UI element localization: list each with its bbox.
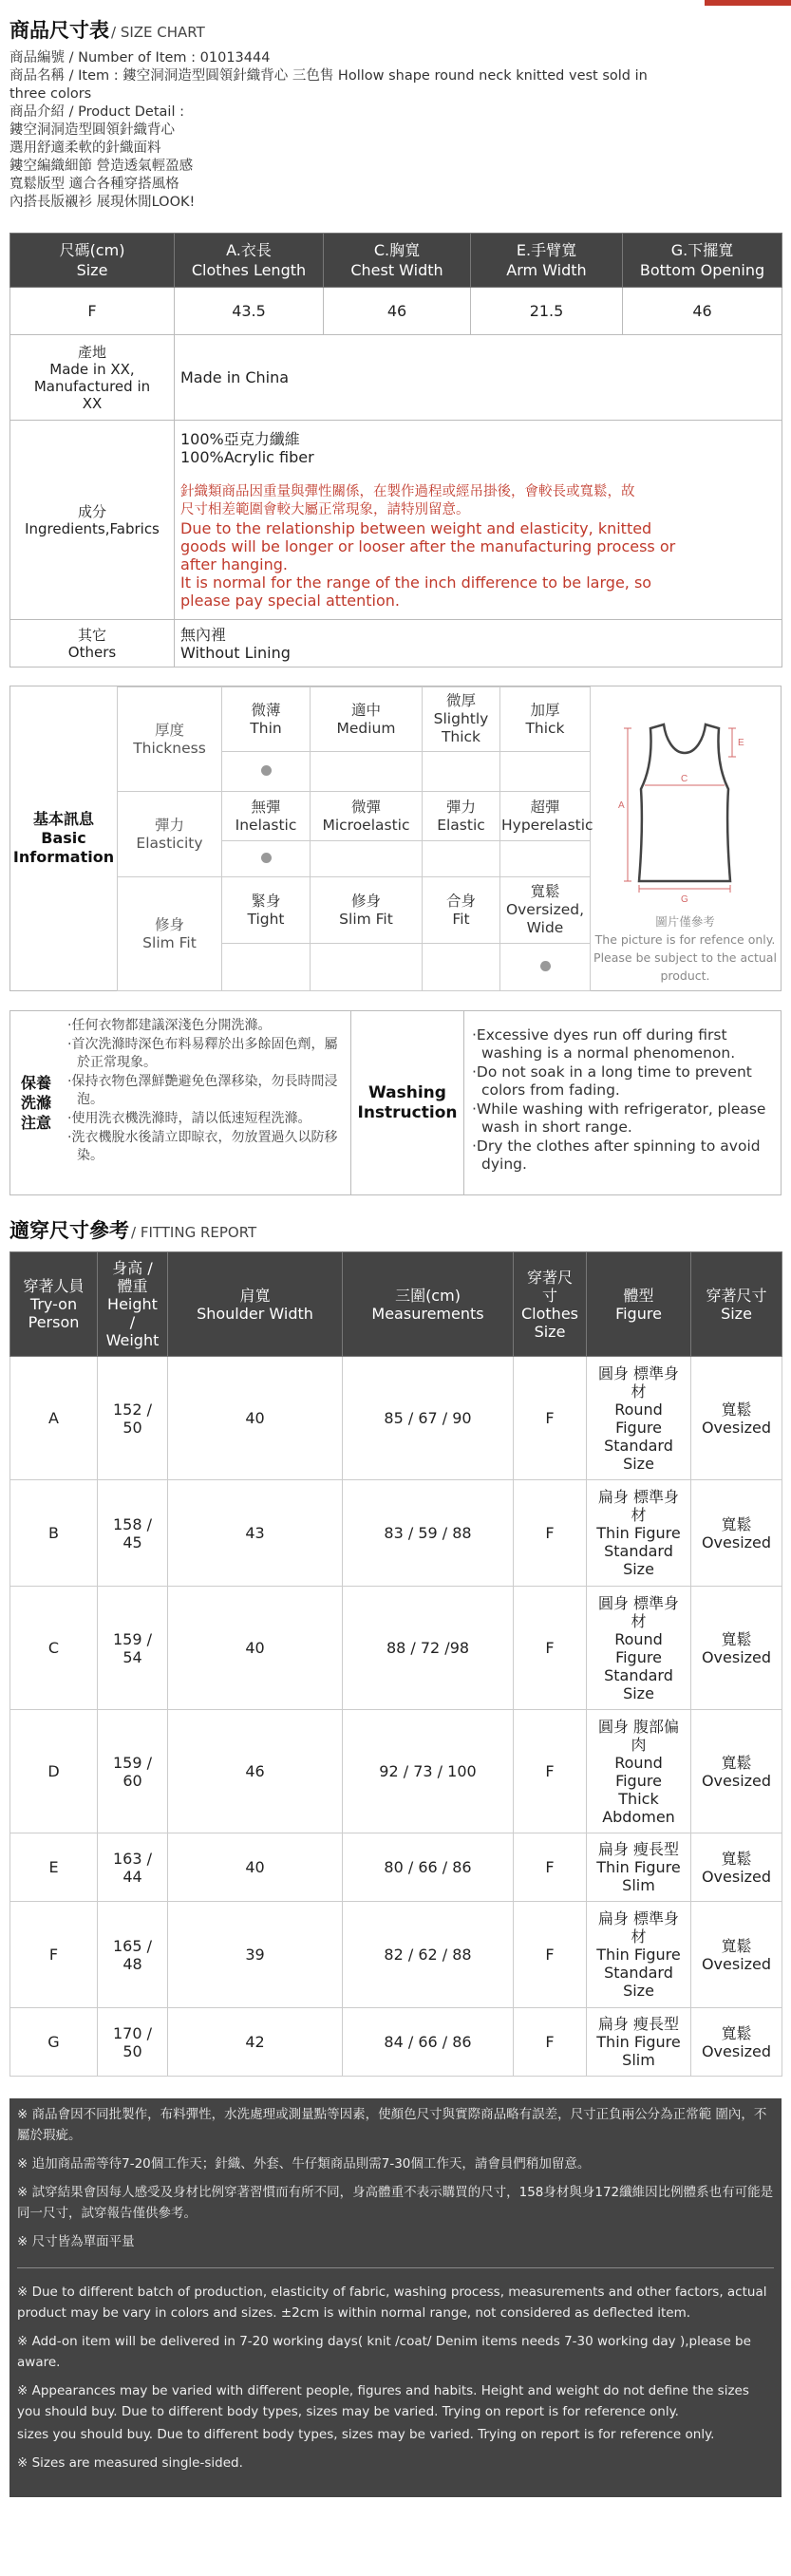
measurements-cell: 83 / 59 / 88 — [343, 1480, 514, 1587]
size-table-header-row — [10, 234, 782, 288]
fitting-row — [10, 1833, 782, 1902]
note-en: ※ Add-on item will be delivered in 7-20 working days( knit /coat/ Denim items needs 7-30 working day ),please be aware. — [17, 2334, 751, 2370]
elasticity-option-hyperelastic: 超彈 Hyperelastic — [500, 792, 591, 841]
clothes-size-cell: F — [514, 1902, 587, 2008]
note-en: ※ Due to different batch of production, elasticity of fabric, washing process, measurements and other factors, actual product may be vary in colors and sizes. ±2cm is within normal range, not considered as deflected item. — [17, 2285, 767, 2321]
fitting-body — [10, 1357, 782, 2077]
fit-size-cell: 寬鬆 Ovesized — [691, 1587, 782, 1710]
fit-options-row — [118, 877, 591, 944]
clothes-size-cell: F — [514, 1357, 587, 1480]
origin-value: Made in China — [175, 335, 782, 421]
bottom-opening-cell: 46 — [623, 288, 782, 335]
washing-item-en: ·Excessive dyes run off during first washing is a normal phenomenon. — [472, 1026, 736, 1062]
header-arm-width: E.手臂寬 Arm Width — [471, 234, 623, 288]
notes-divider — [17, 2267, 774, 2268]
figure-cell: 圓身 腹部偏 肉 Round Figure Thick Abdomen — [587, 1710, 691, 1833]
fitting-row — [10, 2008, 782, 2077]
clothes-size-cell: F — [514, 1587, 587, 1710]
thickness-indicator — [423, 752, 500, 792]
clothes-size-cell: F — [514, 1710, 587, 1833]
basic-info-table — [117, 686, 591, 991]
info-item-name: 商品名稱 / Item : 鏤空洞洞造型圓領針織背心 三色售 Hollow shape round neck knitted vest sold in — [9, 68, 648, 84]
fitting-row — [10, 1480, 782, 1587]
note-zh: ※ 試穿結果會因每人感受及身材比例穿著習慣而有所不同，身高體重不表示購買的尺寸，158身材與身172纖維因比例體系也有可能是同一尺寸，試穿報告僅供參考。 — [17, 2185, 774, 2221]
elasticity-indicator — [423, 841, 500, 877]
header-bottom-opening: G.下擺寬 Bottom Opening — [623, 234, 782, 288]
measurements-cell: 82 / 62 / 88 — [343, 1902, 514, 2008]
info-item-name-cont: three colors — [9, 86, 92, 102]
basic-info-label: 基本訊息 Basic Information — [12, 810, 115, 866]
elasticity-indicator — [500, 841, 591, 877]
info-detail-heading: 商品介紹 / Product Detail : — [9, 104, 184, 120]
thickness-indicator — [500, 752, 591, 792]
basic-info-panel — [9, 686, 782, 991]
figure-caption: 圖片僅參考 The picture is for refence only. Please be subject to the actual product. — [593, 914, 777, 983]
washing-panel — [9, 1010, 782, 1195]
selected-dot-icon — [540, 961, 551, 971]
selected-dot-icon — [261, 853, 272, 863]
header-shoulder: 肩寬 Shoulder Width — [168, 1252, 343, 1357]
clothes-length-cell: 43.5 — [175, 288, 324, 335]
washing-list-en — [468, 1026, 782, 1175]
shoulder-cell: 40 — [168, 1833, 343, 1902]
fit-indicator — [222, 944, 311, 991]
note-en: sizes you should buy. Due to different body types, sizes may be varied. Trying on report is for reference only. — [17, 2427, 715, 2442]
height-weight-cell: 159 / 60 — [98, 1710, 168, 1833]
fit-option-fit: 合身 Fit — [423, 877, 500, 944]
chest-width-cell: 46 — [324, 288, 471, 335]
letter-c: C — [681, 774, 688, 784]
disclaimer-notes — [9, 2098, 782, 2497]
fitting-title-zh: 適穿尺寸參考 — [9, 1219, 129, 1242]
clothes-size-cell: F — [514, 1480, 587, 1587]
info-detail-line: 鏤空編織細節 營造透氣輕盈感 — [9, 159, 194, 174]
info-detail-line: 選用舒適柔軟的針織面料 — [9, 141, 161, 156]
fitting-report-title — [9, 1215, 256, 1244]
elasticity-options-row — [118, 792, 591, 841]
thickness-indicator — [311, 752, 423, 792]
figure-cell: 扁身 標準身 材 Thin Figure Standard Size — [587, 1902, 691, 2008]
height-weight-cell: 170 / 50 — [98, 2008, 168, 2077]
person-cell: F — [10, 1902, 98, 2008]
measurements-cell: 88 / 72 /98 — [343, 1587, 514, 1710]
fit-size-cell: 寬鬆 Ovesized — [691, 1480, 782, 1587]
washing-item-en: ·Dry the clothes after spinning to avoid dying. — [472, 1138, 761, 1173]
fabric-value: 100%亞克力纖維 100%Acrylic fiber 針織類商品因重量與彈性關係，在製作過程或經吊掛後，會較長或寬鬆，故 尺寸相差範圍會較大屬正常現象，請特別留意。 Due to the relationship between weight and elasticity, knitted goods will be longer or looser after the manufacturing process or after hanging. It is normal for the range of the inch difference to be large, so please pay special attention. — [175, 421, 782, 620]
header-height-weight: 身高 / 體重 Height / Weight — [98, 1252, 168, 1357]
fit-size-cell: 寬鬆 Ovesized — [691, 1357, 782, 1480]
elasticity-indicator — [311, 841, 423, 877]
fit-label: 修身 Slim Fit — [118, 877, 222, 991]
thickness-option-thick: 加厚 Thick — [500, 687, 591, 752]
note-en: ※ Sizes are measured single-sided. — [17, 2455, 243, 2471]
elasticity-option-microelastic: 微彈 Microelastic — [311, 792, 423, 841]
washing-list-zh — [64, 1017, 348, 1166]
person-cell: A — [10, 1357, 98, 1480]
height-weight-cell: 152 / 50 — [98, 1357, 168, 1480]
person-cell: E — [10, 1833, 98, 1902]
fitting-row — [10, 1710, 782, 1833]
washing-item-zh: ·任何衣物都建議深淺色分開洗滌。 — [67, 1018, 272, 1033]
header-size: 尺碼(cm) Size — [10, 234, 175, 288]
washing-item-zh: ·使用洗衣機洗滌時，請以低速短程洗滌。 — [67, 1111, 311, 1126]
origin-label: 產地 Made in XX, Manufactured in XX — [10, 335, 175, 421]
info-detail-line: 寬鬆版型 適合各種穿搭風格 — [9, 177, 179, 192]
note-zh: ※ 追加商品需等待7-20個工作天；針織、外套、牛仔類商品則需7-30個工作天，請會員們稍加留意。 — [17, 2156, 591, 2172]
header-figure: 體型 Figure — [587, 1252, 691, 1357]
fit-indicator — [423, 944, 500, 991]
thickness-option-medium: 適中 Medium — [311, 687, 423, 752]
figure-cell: 扁身 標準身 材 Thin Figure Standard Size — [587, 1480, 691, 1587]
fabric-row — [10, 421, 782, 620]
measurements-cell: 85 / 67 / 90 — [343, 1357, 514, 1480]
header-measurements: 三圍(cm) Measurements — [343, 1252, 514, 1357]
header-chest-width: C.胸寬 Chest Width — [324, 234, 471, 288]
clothes-size-cell: F — [514, 2008, 587, 2077]
shoulder-cell: 43 — [168, 1480, 343, 1587]
fitting-title-en: / FITTING REPORT — [131, 1224, 257, 1241]
size-chart-title — [9, 15, 779, 44]
height-weight-cell: 163 / 44 — [98, 1833, 168, 1902]
shoulder-cell: 39 — [168, 1902, 343, 2008]
corner-accent-bar — [705, 0, 791, 6]
header-person: 穿著人員 Try-on Person — [10, 1252, 98, 1357]
person-cell: C — [10, 1587, 98, 1710]
fit-size-cell: 寬鬆 Ovesized — [691, 2008, 782, 2077]
note-en: ※ Appearances may be varied with different people, figures and habits. Height and weight do not define the sizes you should buy. Due to different body types, sizes may be varied. Trying on report is for reference only. — [17, 2383, 749, 2419]
washing-item-zh: ·首次洗滌時深色布料易釋於出多餘固色劑，屬於正常現象。 — [67, 1037, 338, 1070]
title-zh: 商品尺寸表 — [9, 19, 109, 42]
height-weight-cell: 158 / 45 — [98, 1480, 168, 1587]
thickness-label: 厚度 Thickness — [118, 687, 222, 792]
note-zh: ※ 尺寸皆為單面平量 — [17, 2234, 135, 2249]
elasticity-indicator — [222, 841, 311, 877]
others-row — [10, 620, 782, 668]
letter-e: E — [738, 738, 744, 748]
elasticity-option-inelastic: 無彈 Inelastic — [222, 792, 311, 841]
washing-item-en: ·While washing with refrigerator, please wash in short range. — [472, 1100, 766, 1136]
origin-row — [10, 335, 782, 421]
thickness-indicator — [222, 752, 311, 792]
figure-cell: 扁身 瘦長型 Thin Figure Slim — [587, 1833, 691, 1902]
header-clothes-length: A.衣長 Clothes Length — [175, 234, 324, 288]
product-header — [9, 15, 779, 212]
shoulder-cell: 40 — [168, 1357, 343, 1480]
fit-indicator — [311, 944, 423, 991]
fit-option-tight: 緊身 Tight — [222, 877, 311, 944]
thickness-option-slightly-thick: 微厚 Slightly Thick — [423, 687, 500, 752]
figure-cell: 圓身 標準身 材 Round Figure Standard Size — [587, 1357, 691, 1480]
fitting-row — [10, 1587, 782, 1710]
letter-g: G — [681, 894, 688, 905]
thickness-option-thin: 微薄 Thin — [222, 687, 311, 752]
measurements-cell: 80 / 66 / 86 — [343, 1833, 514, 1902]
letter-a: A — [618, 800, 625, 811]
person-cell: G — [10, 2008, 98, 2077]
fit-option-slim: 修身 Slim Fit — [311, 877, 423, 944]
washing-label-zh: 保養 洗滌 注意 — [20, 1074, 51, 1132]
height-weight-cell: 165 / 48 — [98, 1902, 168, 2008]
fabric-label: 成分 Ingredients,Fabrics — [10, 421, 175, 620]
size-cell: F — [10, 288, 175, 335]
shoulder-cell: 42 — [168, 2008, 343, 2077]
washing-item-zh: ·保持衣物色澤鮮艷避免色澤移染，勿長時間浸泡。 — [67, 1074, 338, 1107]
fit-size-cell: 寬鬆 Ovesized — [691, 1833, 782, 1902]
fitting-table — [9, 1251, 782, 2077]
elasticity-option-elastic: 彈力 Elastic — [423, 792, 500, 841]
shoulder-cell: 46 — [168, 1710, 343, 1833]
selected-dot-icon — [261, 765, 272, 776]
clothes-size-cell: F — [514, 1833, 587, 1902]
header-fit-size: 穿著尺寸 Size — [691, 1252, 782, 1357]
tank-top-diagram-icon — [590, 686, 781, 910]
fit-size-cell: 寬鬆 Ovesized — [691, 1710, 782, 1833]
figure-cell: 扁身 瘦長型 Thin Figure Slim — [587, 2008, 691, 2077]
info-detail-line: 內搭長版襯衫 展現休閒LOOK! — [9, 195, 196, 210]
height-weight-cell: 159 / 54 — [98, 1587, 168, 1710]
thickness-options-row — [118, 687, 591, 752]
fit-size-cell: 寬鬆 Ovesized — [691, 1902, 782, 2008]
size-row-f — [10, 288, 782, 335]
header-clothes-size: 穿著尺 寸 Clothes Size — [514, 1252, 587, 1357]
arm-width-cell: 21.5 — [471, 288, 623, 335]
garment-figure — [590, 686, 781, 990]
person-cell: D — [10, 1710, 98, 1833]
others-value: 無內裡 Without Lining — [175, 620, 782, 668]
fit-option-oversized: 寬鬆 Oversized, Wide — [500, 877, 591, 944]
fitting-row — [10, 1357, 782, 1480]
fitting-header-row — [10, 1252, 782, 1357]
person-cell: B — [10, 1480, 98, 1587]
measurements-cell: 84 / 66 / 86 — [343, 2008, 514, 2077]
fitting-row — [10, 1902, 782, 2008]
washing-item-en: ·Do not soak in a long time to prevent colors from fading. — [472, 1063, 752, 1099]
size-table — [9, 233, 782, 668]
washing-label-en: Washing Instruction — [350, 1011, 464, 1194]
shoulder-cell: 40 — [168, 1587, 343, 1710]
figure-cell: 圓身 標準身 材 Round Figure Standard Size — [587, 1587, 691, 1710]
others-label: 其它 Others — [10, 620, 175, 668]
fit-indicator — [500, 944, 591, 991]
measurements-cell: 92 / 73 / 100 — [343, 1710, 514, 1833]
info-detail-line: 鏤空洞洞造型圓領針織背心 — [9, 122, 175, 138]
washing-item-zh: ·洗衣機脫水後請立即晾衣，勿放置過久以防移染。 — [67, 1130, 338, 1163]
info-item-number: 商品編號 / Number of Item : 01013444 — [9, 50, 271, 66]
title-en: / SIZE CHART — [111, 24, 205, 41]
note-zh: ※ 商品會因不同批製作，布料彈性，水洗處理或測量點等因素，使顏色尺寸與實際商品略有誤差，尺寸正負兩公分為正常範 圍內，不屬於瑕疵。 — [17, 2107, 767, 2143]
elasticity-label: 彈力 Elasticity — [118, 792, 222, 877]
